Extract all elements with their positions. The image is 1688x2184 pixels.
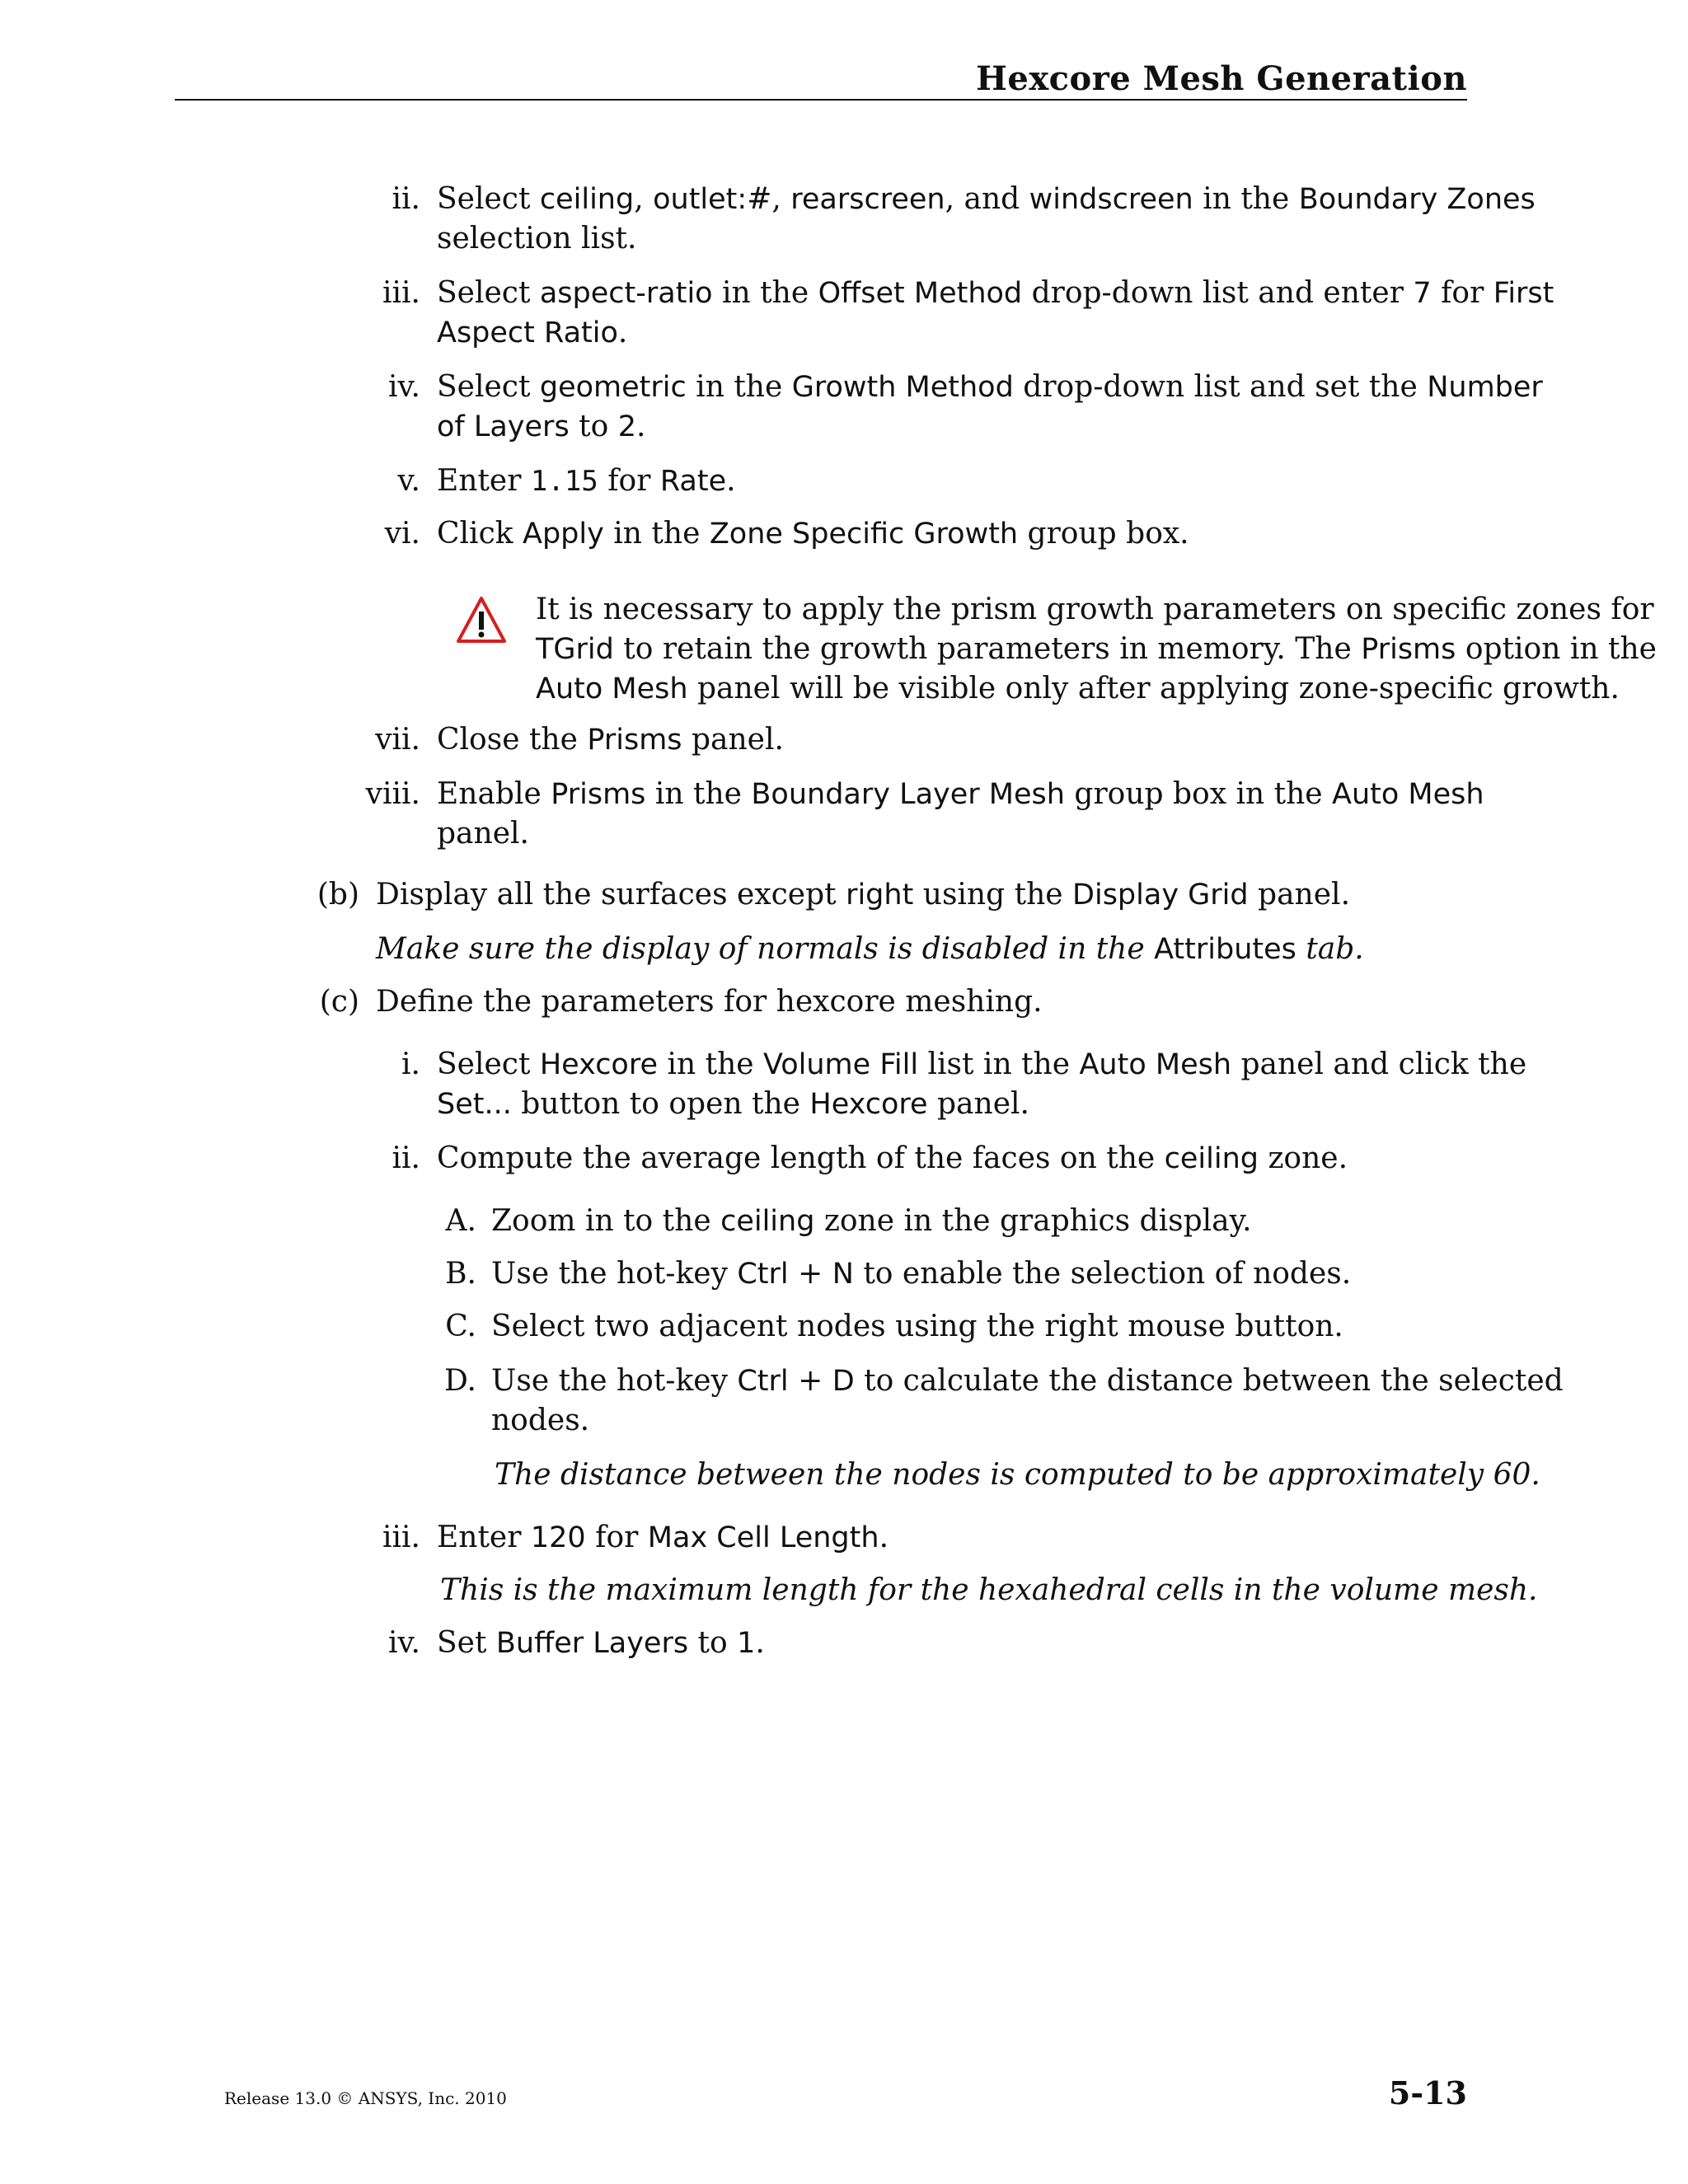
running-header-title: Hexcore Mesh Generation [976,59,1467,98]
item-a-vi-line1: Click Apply in the Zone Specific Growth group box. [437,517,1189,551]
header-rule [175,99,1467,101]
subitem-letter: D. [443,1364,476,1398]
item-a-viii-line2: panel. [437,817,529,851]
item-letter: (b) [316,878,359,912]
item-b-note: Make sure the display of normals is disabled in the Attributes tab. [376,932,1364,966]
item-number: iii. [382,276,420,310]
item-c-iv-line1: Set Buffer Layers to 1. [437,1626,765,1660]
item-number: iv. [387,370,420,404]
item-a-iii-line1: Select aspect-ratio in the Offset Method drop-down list and enter 7 for First [437,276,1554,310]
item-number: viii. [365,777,420,811]
item-c-ii-B-line1: Use the hot-key Ctrl + N to enable the selection of nodes. [491,1257,1352,1291]
item-c-i-line1: Select Hexcore in the Volume Fill list in the Auto Mesh panel and click the [437,1047,1527,1081]
warning-line3: Auto Mesh panel will be visible only after applying zone-specific growth. [536,672,1620,705]
item-number: ii. [392,182,420,216]
item-c-ii-D-line1: Use the hot-key Ctrl + D to calculate the distance between the selected [491,1364,1564,1398]
subitem-letter: B. [445,1257,476,1291]
item-c-line1: Define the parameters for hexcore meshing. [376,985,1043,1019]
item-letter: (c) [319,985,359,1019]
item-a-ii-line2: selection list. [437,222,637,255]
warning-line2: TGrid to retain the growth parameters in memory. The Prisms option in the [536,632,1657,666]
subitem-letter: A. [445,1204,476,1238]
warning-triangle-icon [455,595,508,644]
item-c-ii-line1: Compute the average length of the faces on the ceiling zone. [437,1141,1348,1175]
item-a-viii-line1: Enable Prisms in the Boundary Layer Mesh group box in the Auto Mesh [437,777,1484,811]
item-a-iii-line2: Aspect Ratio. [437,316,628,349]
item-number: i. [401,1047,420,1081]
item-c-iii-line1: Enter 120 for Max Cell Length. [437,1521,889,1554]
item-number: iv. [387,1626,420,1660]
warning-line1: It is necessary to apply the prism growth parameters on specific zones for [536,593,1654,626]
item-a-iv-line2: of Layers to 2. [437,410,646,443]
item-a-v-line1: Enter 1.15 for Rate. [437,464,736,498]
item-c-ii-A-line1: Zoom in to the ceiling zone in the graphics display. [491,1204,1252,1238]
item-a-vii-line1: Close the Prisms panel. [437,723,784,757]
item-c-i-line2: Set... button to open the Hexcore panel. [437,1087,1029,1121]
item-number: iii. [382,1521,420,1554]
item-number: ii. [392,1141,420,1175]
item-number: vi. [384,517,420,551]
item-c-ii-C-line1: Select two adjacent nodes using the right mouse button. [491,1310,1343,1343]
item-a-iv-line1: Select geometric in the Growth Method drop-down list and set the Number [437,370,1543,404]
item-c-ii-D-line2: nodes. [491,1404,590,1437]
subitem-letter: C. [445,1310,476,1343]
footer-release: Release 13.0 © ANSYS, Inc. 2010 [224,2088,507,2108]
page-number: 5-13 [1388,2074,1467,2111]
item-b-line1: Display all the surfaces except right using the Display Grid panel. [376,878,1351,912]
item-c-iii-note: This is the maximum length for the hexahedral cells in the volume mesh. [440,1573,1538,1607]
item-a-ii-line1: Select ceiling, outlet:#, rearscreen, and windscreen in the Boundary Zones [437,182,1536,216]
item-c-ii-D-note: The distance between the nodes is computed to be approximately 60. [495,1458,1540,1492]
item-number: v. [397,464,420,498]
item-number: vii. [375,723,420,757]
